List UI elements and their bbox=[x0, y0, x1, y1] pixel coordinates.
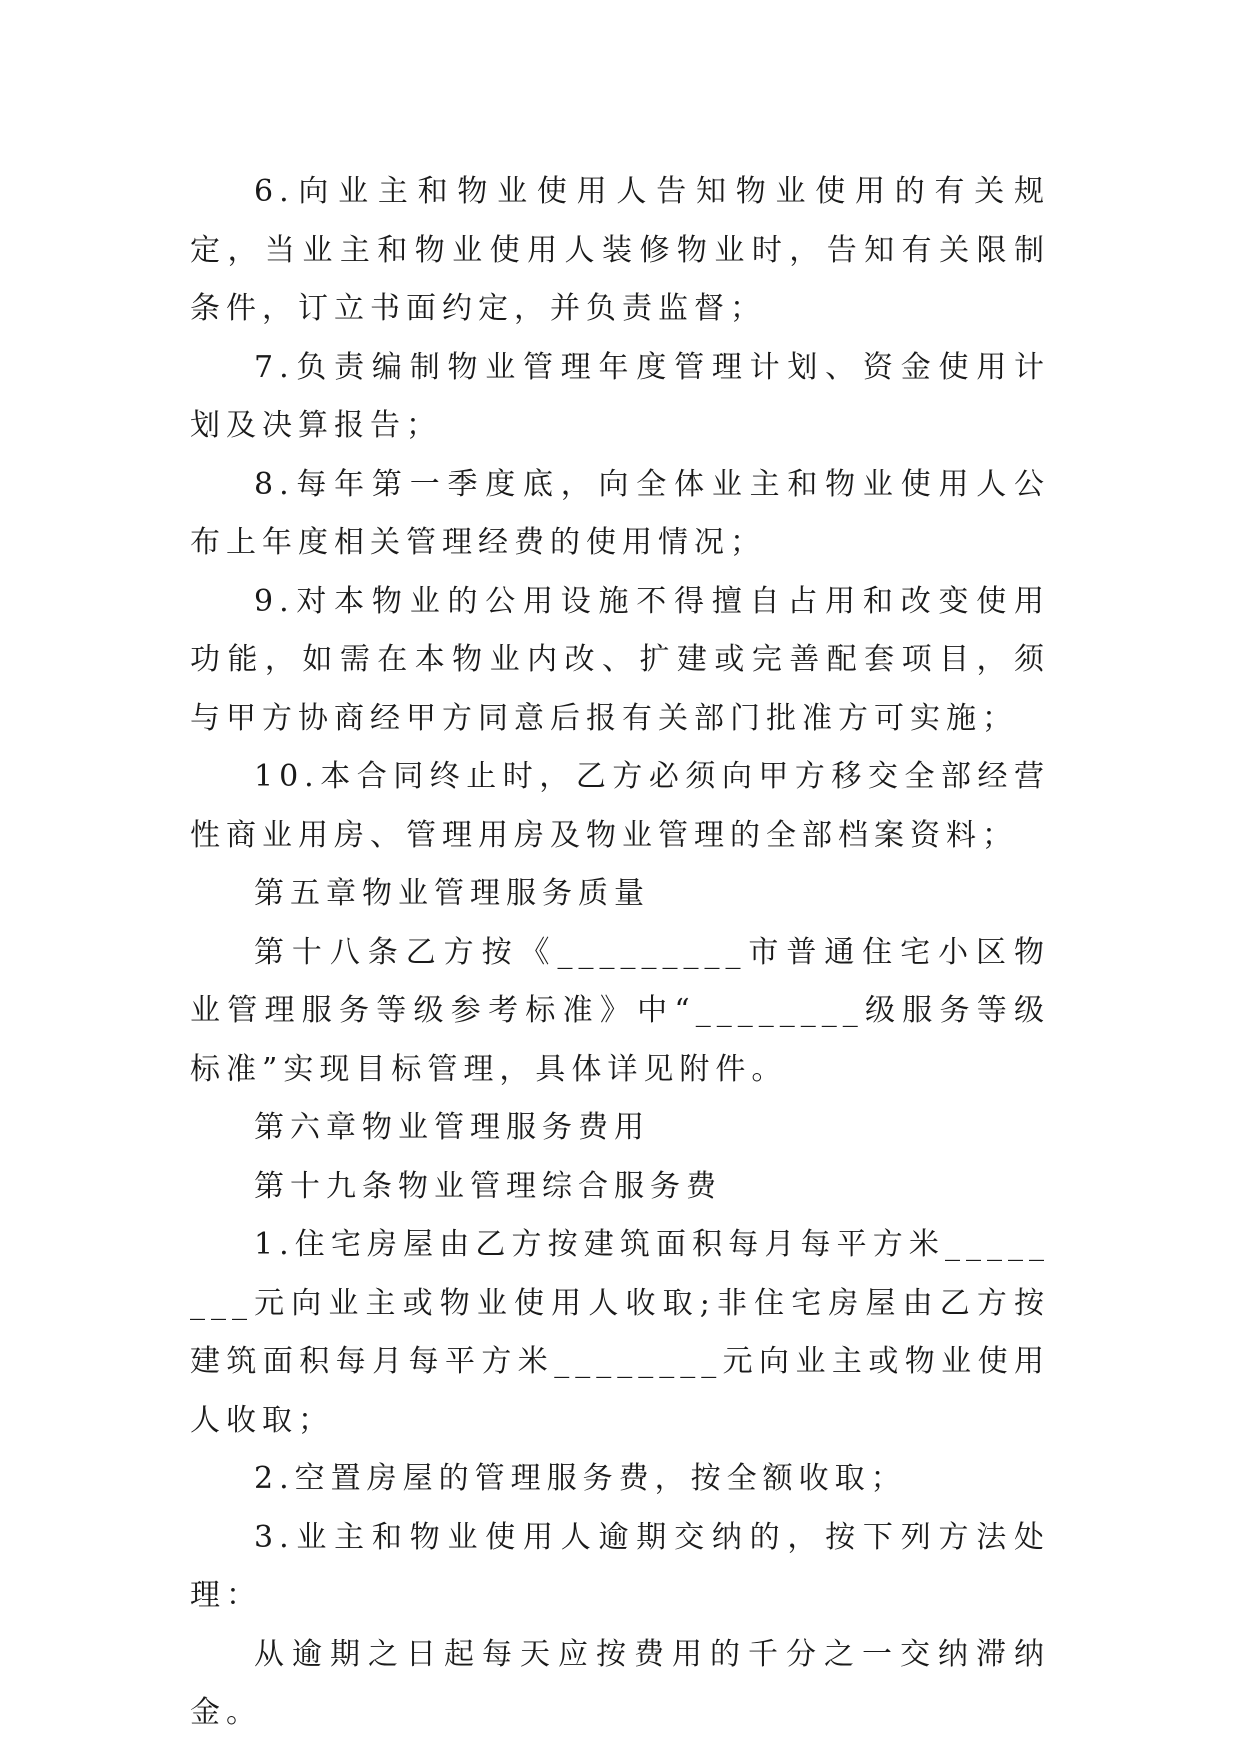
document-body bbox=[190, 163, 1050, 1743]
article-19-heading: 第十九条物业管理综合服务费 bbox=[254, 1168, 722, 1204]
paragraph-clause-8: 8.每年第一季度底，向全体业主和物业使用人公布上年度相关管理经费的使用情况； bbox=[190, 466, 1050, 560]
fee-item-1: 1.住宅房屋由乙方按建筑面积每月每平方米________元向业主或物业使用人收取;非住宅房屋由乙方按建筑面积每月每平方米________元向业主或物业使用人收取； bbox=[190, 1227, 1050, 1438]
paragraph-clause-6: 6.向业主和物业使用人告知物业使用的有关规定，当业主和物业使用人装修物业时，告知有关限制条件，订立书面约定，并负责监督； bbox=[190, 174, 1050, 326]
paragraph-clause-9: 9.对本物业的公用设施不得擅自占用和改变使用功能，如需在本物业内改、扩建或完善配套项目，须与甲方协商经甲方同意后报有关部门批准方可实施； bbox=[190, 583, 1050, 736]
paragraph-clause-10: 10.本合同终止时，乙方必须向甲方移交全部经营性商业用房、管理用房及物业管理的全部档案资料； bbox=[190, 759, 1050, 853]
fee-item-3: 3.业主和物业使用人逾期交纳的，按下列方法处理： bbox=[190, 1519, 1050, 1613]
chapter-6-heading: 第六章物业管理服务费用 bbox=[254, 1110, 650, 1145]
late-fee-rule: 从逾期之日起每天应按费用的千分之一交纳滞纳金。 bbox=[190, 1636, 1050, 1730]
fee-item-2: 2.空置房屋的管理服务费，按全额收取； bbox=[254, 1461, 907, 1496]
article-18: 第十八条乙方按《_________市普通住宅小区物业管理服务等级参考标准》中“________级服务等级标准”实现目标管理，具体详见附件。 bbox=[190, 934, 1050, 1087]
paragraph-clause-7: 7.负责编制物业管理年度管理计划、资金使用计划及决算报告； bbox=[190, 349, 1050, 443]
chapter-5-heading: 第五章物业管理服务质量 bbox=[254, 876, 650, 911]
